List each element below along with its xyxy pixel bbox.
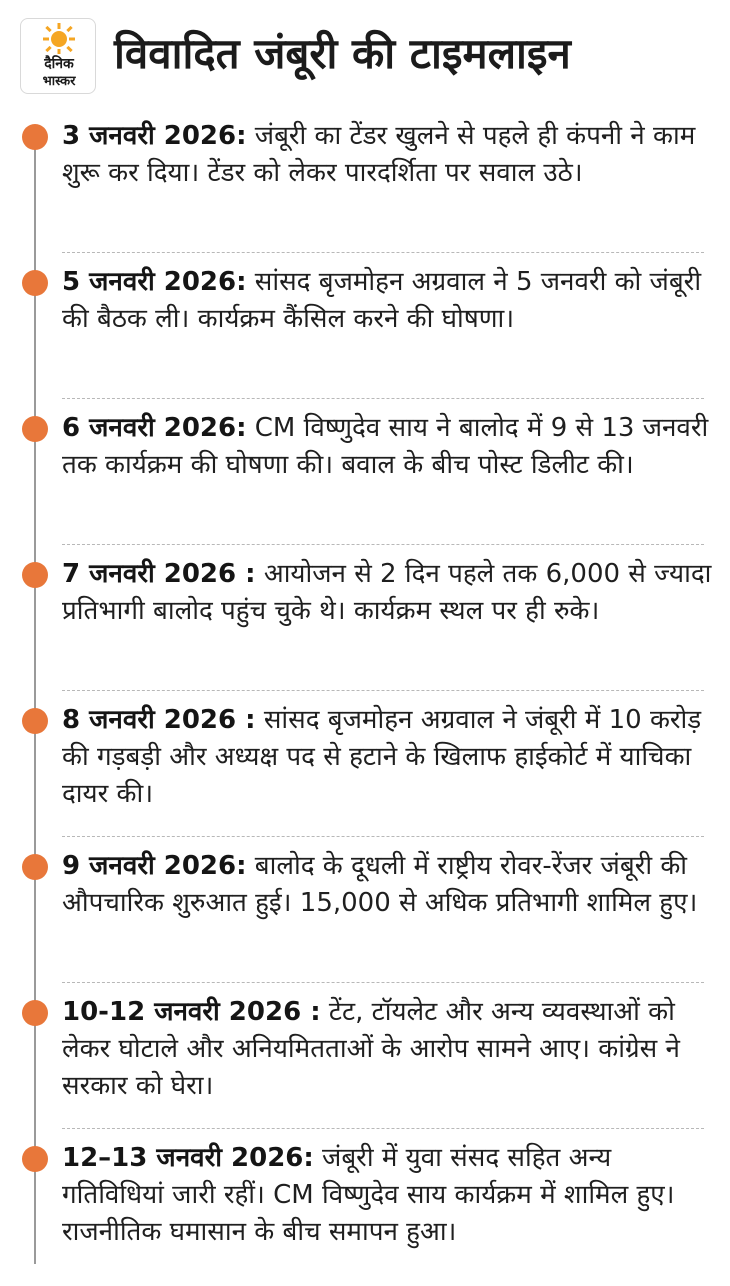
timeline-entry-date: 10-12 जनवरी 2026 :	[62, 997, 321, 1027]
timeline-entry-date: 3 जनवरी 2026:	[62, 121, 247, 151]
timeline-dot	[22, 562, 48, 588]
timeline-entry-body: जंबूरी का टेंडर खुलने से पहले ही कंपनी ने काम शुरू कर दिया। टेंडर को लेकर पारदर्शिता पर सवाल उठे।	[62, 121, 696, 188]
timeline-entry-text	[62, 264, 712, 338]
timeline-dot	[22, 270, 48, 296]
sun-icon	[21, 19, 97, 95]
logo-line1: दैनिक	[44, 56, 74, 72]
timeline-entry-body: सांसद बृजमोहन अग्रवाल ने जंबूरी में 10 करोड़ की गड़बड़ी और अध्यक्ष पद से हटाने के खिलाफ हाईकोर्ट में याचिका दायर की।	[62, 705, 702, 809]
timeline-entry-body: आयोजन से 2 दिन पहले तक 6,000 से ज्यादा प्रतिभागी बालोद पहुंच चुके थे। कार्यक्रम स्थल पर ही रुके।	[62, 559, 712, 626]
timeline-entry-text	[62, 702, 712, 813]
entry-divider	[62, 544, 704, 545]
timeline-entry-date: 12–13 जनवरी 2026:	[62, 1143, 314, 1173]
entry-divider	[62, 398, 704, 399]
timeline-entry-date: 7 जनवरी 2026 :	[62, 559, 256, 589]
timeline-entry-date: 8 जनवरी 2026 :	[62, 705, 256, 735]
dainik-bhaskar-logo	[20, 18, 96, 94]
entry-divider	[62, 1128, 704, 1129]
timeline-entry-date: 6 जनवरी 2026:	[62, 413, 247, 443]
timeline-dot	[22, 1000, 48, 1026]
timeline-entry-body: सांसद बृजमोहन अग्रवाल ने 5 जनवरी को जंबूरी की बैठक ली। कार्यक्रम कैंसिल करने की घोषणा।	[62, 267, 702, 334]
timeline-entry-text	[62, 118, 712, 192]
timeline-entry-body: जंबूरी में युवा संसद सहित अन्य गतिविधियां जारी रहीं। CM विष्णुदेव साय कार्यक्रम में शामिल हुए। राजनीतिक घमासान के बीच समापन हुआ।	[62, 1143, 675, 1247]
entry-divider	[62, 836, 704, 837]
timeline-dot	[22, 708, 48, 734]
page-title: विवादित जंबूरी की टाइमलाइन	[114, 29, 571, 78]
timeline-dot	[22, 124, 48, 150]
timeline-dot	[22, 416, 48, 442]
timeline-entry-text	[62, 410, 712, 484]
timeline-entry-text	[62, 556, 712, 630]
entry-divider	[62, 252, 704, 253]
timeline-dot	[22, 1146, 48, 1172]
timeline-line	[34, 134, 36, 1264]
timeline-dot	[22, 854, 48, 880]
header	[20, 18, 710, 98]
timeline-entry-body: CM विष्णुदेव साय ने बालोद में 9 से 13 जनवरी तक कार्यक्रम की घोषणा की। बवाल के बीच पोस्ट डिलीट की।	[62, 413, 709, 480]
timeline-entry-body: टेंट, टॉयलेट और अन्य व्यवस्थाओं को लेकर घोटाले और अनियमितताओं के आरोप सामने आए। कांग्रेस ने सरकार को घेरा।	[62, 997, 680, 1101]
timeline-entry-text	[62, 1140, 712, 1251]
timeline-entry-text	[62, 848, 712, 922]
timeline-entry-date: 9 जनवरी 2026:	[62, 851, 247, 881]
entry-divider	[62, 690, 704, 691]
logo-line2: भास्कर	[42, 74, 76, 89]
timeline-entry-text	[62, 994, 712, 1105]
timeline-entry-body: बालोद के दूधली में राष्ट्रीय रोवर-रेंजर जंबूरी की औपचारिक शुरुआत हुई। 15,000 से अधिक प्रतिभागी शामिल हुए।	[62, 851, 698, 918]
timeline-entry-date: 5 जनवरी 2026:	[62, 267, 247, 297]
entry-divider	[62, 982, 704, 983]
